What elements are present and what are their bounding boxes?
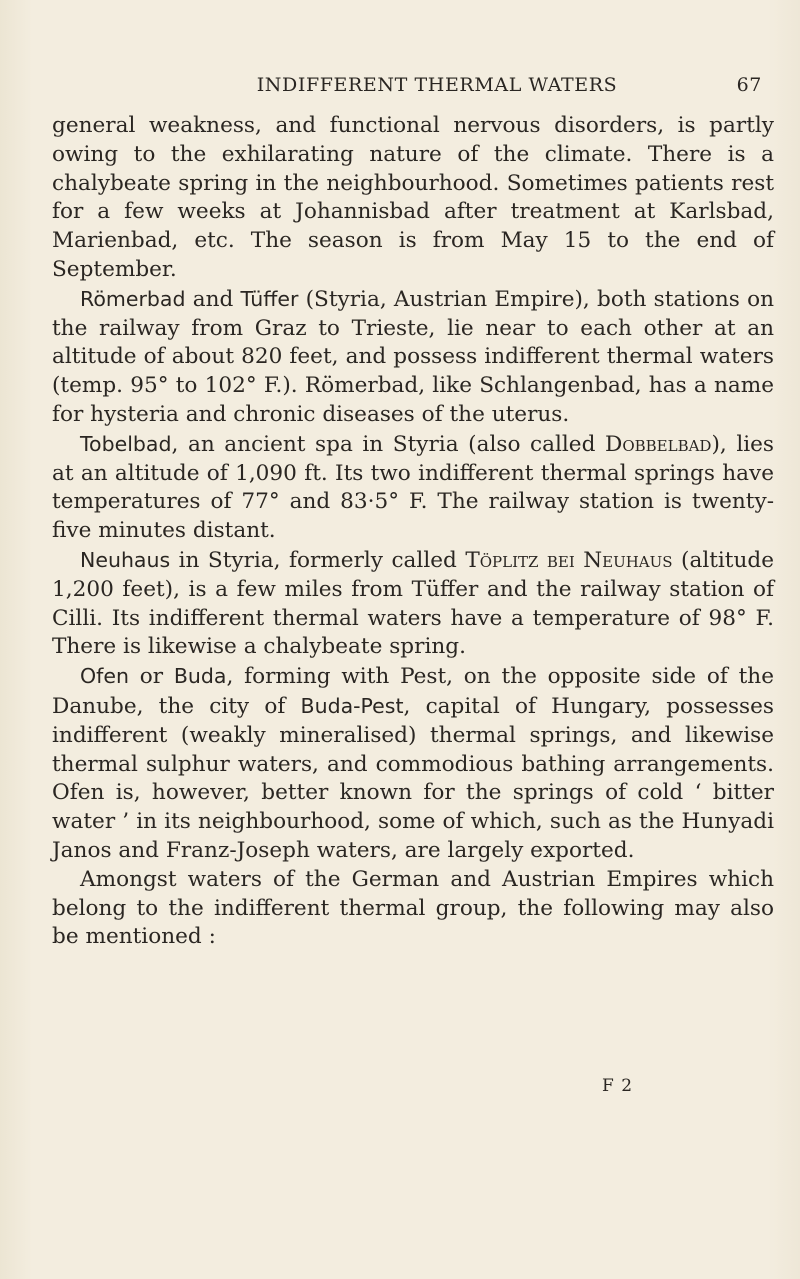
paragraph-neuhaus xyxy=(52,546,774,662)
paragraph-continued: general weakness, and functional nervous disorders, is partly owing to the exhilarating nature of the climate. There is a chalybeate spring in the neighbourhood. Sometimes patients rest for a few weeks at Johannisbad after treatment at Karlsbad, Marienbad, etc. The season is from May 15 to the end of September. xyxy=(52,113,774,282)
paragraph-text: , an ancient spa in Styria (also called xyxy=(171,431,605,457)
paragraph-text: ), lies at an altitude of 1,090 ft. Its two indifferent thermal springs have temperatures of 77° and 83·5° F. The railway station is twenty-five minutes distant. xyxy=(52,431,774,544)
paragraph-text: or xyxy=(128,664,174,690)
alternate-name: Töplitz bei Neuhaus xyxy=(465,547,673,573)
entry-heading: Buda-Pest xyxy=(300,693,404,718)
paragraph-ofen xyxy=(52,662,774,866)
entry-heading: Neuhaus xyxy=(80,547,171,572)
alternate-name: Dobbelbad xyxy=(605,431,712,457)
running-head xyxy=(112,74,762,106)
signature-mark: F 2 xyxy=(602,1076,634,1096)
body-text xyxy=(52,112,774,952)
paragraph-closing: Amongst waters of the German and Austrian Empires which belong to the indifferent thermal group, the following may also be mentioned : xyxy=(52,866,774,950)
paragraph-text: (Styria, Austrian Empire), both stations on the railway from Graz to Trieste, lie near to each other at an altitude of about 820 feet, and possess indifferent thermal waters (temp. 95° to 102° F.). Römerbad, like Schlangenbad, has a name for hysteria and chronic diseases of the uterus. xyxy=(52,286,774,427)
page-number: 67 xyxy=(736,74,762,96)
entry-heading: Ofen xyxy=(80,664,129,689)
paragraph-text: , forming with Pest, on the opposite side of the Danube, the city of xyxy=(52,664,774,719)
entry-heading: Buda xyxy=(173,664,227,689)
paragraph-text: (altitude 1,200 feet), is a few miles from Tüffer and the railway station of Cilli. Its indifferent thermal waters have a temperature of 98° F. There is likewise a chalybeate spring. xyxy=(52,547,774,660)
paragraph-text: and xyxy=(185,286,241,312)
running-head-title: INDIFFERENT THERMAL WATERS xyxy=(256,74,618,96)
entry-heading: Römerbad xyxy=(80,286,186,311)
entry-heading: Tüffer xyxy=(240,286,299,311)
paragraph-text: in Styria, formerly called xyxy=(170,547,466,573)
paragraph-tobelbad xyxy=(52,430,774,546)
entry-heading: Tobelbad xyxy=(80,431,172,456)
paragraph-text: , capital of Hungary, possesses indifferent (weakly mineralised) thermal springs, and likewise thermal sulphur waters, and commodious bathing arrangements. Ofen is, however, better known for the springs of cold ‘ bitter water ’ in its neighbourhood, some of which, such as the Hunyadi Janos and Franz-Joseph waters, are largely exported. xyxy=(52,693,774,863)
paragraph-romerbad xyxy=(52,285,774,430)
